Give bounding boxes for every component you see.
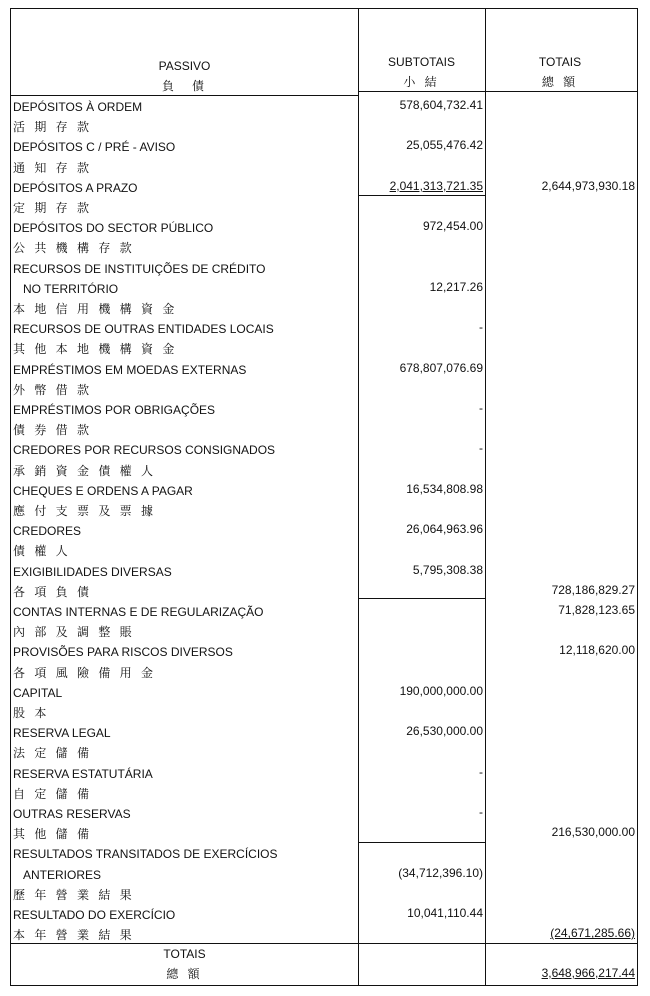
row-subtotal: 5,795,308.38 [412, 562, 483, 577]
row-label: 承 銷 資 金 債 權 人 [13, 463, 157, 478]
row-subtotal: 972,454.00 [422, 219, 483, 234]
row-subtotal: - [479, 401, 483, 415]
table-row [11, 521, 639, 541]
table-row [11, 582, 639, 602]
row-label: 外 幣 借 款 [13, 382, 93, 397]
row-label: EXIGIBILIDADES DIVERSAS [13, 564, 172, 579]
row-subtotal: 16,534,808.98 [406, 481, 483, 496]
row-label: 各 項 風 險 備 用 金 [13, 665, 157, 680]
table-row [11, 218, 639, 238]
table-row [11, 764, 639, 784]
table-row [11, 360, 639, 380]
header-totais-pt: TOTAIS [538, 55, 582, 69]
row-label: 活 期 存 款 [13, 120, 93, 135]
row-label: EMPRÉSTIMOS EM MOEDAS EXTERNAS [13, 362, 247, 377]
table-row [11, 683, 639, 703]
row-subtotal: 26,530,000.00 [406, 724, 483, 739]
row-subtotal: 25,055,476.42 [406, 138, 483, 153]
header-rule [358, 91, 485, 92]
table-row [11, 380, 639, 400]
table-row [11, 723, 639, 743]
table-row [11, 824, 639, 844]
table-row [11, 461, 639, 481]
row-subtotal: 2,041,313,721.35 [389, 178, 483, 193]
row-label: 內 部 及 調 整 賬 [13, 625, 135, 640]
row-label: CHEQUES E ORDENS A PAGAR [13, 483, 193, 498]
table-row [11, 622, 639, 642]
table-row [11, 238, 639, 258]
row-total: 71,828,123.65 [558, 603, 635, 617]
header-passivo-pt: PASSIVO [158, 59, 211, 73]
header-passivo [11, 58, 358, 94]
table-row [11, 178, 639, 198]
table-row [11, 663, 639, 683]
row-label: OUTRAS RESERVAS [13, 807, 131, 821]
table-row [11, 299, 639, 319]
row-total: 12,118,620.00 [559, 643, 635, 658]
table-row [11, 339, 639, 359]
row-total: 728,186,829.27 [551, 582, 635, 597]
grand-total: 3,648,966,217.44 [541, 966, 635, 980]
header-subtotais [358, 54, 485, 90]
table-row [11, 784, 639, 804]
liabilities-table [10, 8, 638, 986]
table-row [11, 885, 639, 905]
footer-totais-pt: TOTAIS [163, 947, 206, 961]
header-passivo-zh: 負 債 [161, 79, 207, 93]
row-label: PROVISÕES PARA RISCOS DIVERSOS [13, 645, 233, 660]
table-row [11, 804, 639, 824]
row-label: 債 券 借 款 [13, 423, 93, 438]
row-subtotal: - [479, 805, 483, 819]
row-label: RESULTADOS TRANSITADOS DE EXERCÍCIOS [13, 847, 278, 862]
row-label: 通 知 存 款 [13, 160, 93, 175]
row-label: 其 他 儲 備 [13, 827, 93, 842]
row-label: RECURSOS DE INSTITUIÇÕES DE CRÉDITO [13, 261, 266, 276]
table-row [11, 642, 639, 662]
row-label: 本 年 營 業 結 果 [13, 928, 135, 943]
table-row [11, 905, 639, 925]
table-row [11, 279, 639, 299]
row-label: DEPÓSITOS DO SECTOR PÚBLICO [13, 221, 214, 236]
row-label: RESERVA LEGAL [13, 726, 111, 741]
table-row [11, 562, 639, 582]
footer-totais-zh: 總 額 [166, 967, 203, 981]
table-row [11, 319, 639, 339]
row-label: DEPÓSITOS À ORDEM [13, 100, 143, 114]
table-row [11, 925, 639, 945]
row-label: 法 定 儲 備 [13, 746, 93, 761]
row-label: 歷 年 營 業 結 果 [13, 887, 135, 902]
row-label: CAPITAL [13, 685, 63, 700]
row-subtotal: 26,064,963.96 [406, 522, 483, 537]
row-label: DEPÓSITOS A PRAZO [13, 180, 138, 195]
row-label: DEPÓSITOS C / PRÉ - AVISO [13, 140, 176, 155]
table-row [11, 137, 639, 157]
row-label: RESULTADO DO EXERCÍCIO [13, 908, 176, 922]
row-label: RECURSOS DE OUTRAS ENTIDADES LOCAIS [13, 322, 274, 337]
table-row [11, 198, 639, 218]
table-row [11, 501, 639, 521]
row-label: CREDORES POR RECURSOS CONSIGNADOS [13, 443, 276, 458]
row-label: NO TERRITÓRIO [23, 281, 119, 296]
header-subtotais-pt: SUBTOTAIS [388, 55, 455, 69]
row-subtotal: 678,807,076.69 [399, 360, 483, 375]
table-row [11, 844, 639, 864]
row-label: 自 定 儲 備 [13, 786, 93, 801]
table-row [11, 97, 639, 117]
header-subtotais-zh: 小 結 [403, 75, 440, 89]
row-total: 216,530,000.00 [551, 825, 635, 840]
row-subtotal: 12,217.26 [429, 279, 483, 294]
table-row [11, 743, 639, 763]
row-label: 股 本 [13, 706, 50, 720]
header-rule [485, 91, 637, 92]
table-row [11, 400, 639, 420]
row-subtotal: (34,712,396.10) [398, 865, 483, 880]
header-rule [11, 95, 358, 96]
row-subtotal: 578,604,732.41 [399, 98, 483, 112]
row-subtotal: - [479, 441, 483, 456]
table-row [11, 158, 639, 178]
row-label: 其 他 本 地 機 構 資 金 [13, 342, 178, 357]
row-subtotal: - [479, 320, 483, 335]
row-label: CONTAS INTERNAS E DE REGULARIZAÇÃO [13, 605, 264, 619]
table-row [11, 420, 639, 440]
row-total: (24,671,285.66) [550, 926, 635, 941]
row-label: CREDORES [13, 524, 82, 539]
row-label: 債 權 人 [13, 544, 71, 559]
row-subtotal: 10,041,110.44 [407, 906, 483, 920]
table-row [11, 602, 639, 622]
row-label: 應 付 支 票 及 票 據 [13, 504, 157, 518]
row-label: ANTERIORES [23, 867, 102, 882]
row-label: 本 地 信 用 機 構 資 金 [13, 302, 178, 316]
table-row [11, 703, 639, 723]
row-subtotal: 190,000,000.00 [399, 683, 483, 698]
row-label: EMPRÉSTIMOS POR OBRIGAÇÕES [13, 403, 216, 417]
row-label: RESERVA ESTATUTÁRIA [13, 766, 153, 781]
table-row [11, 865, 639, 885]
row-label: 定 期 存 款 [13, 201, 93, 215]
row-total: 2,644,973,930.18 [541, 178, 635, 193]
table-row [11, 259, 639, 279]
table-row [11, 440, 639, 460]
header-totais-zh: 總 額 [541, 75, 579, 89]
row-label: 各 項 負 債 [13, 584, 93, 599]
header-totais [485, 54, 635, 90]
table-row [11, 481, 639, 501]
table-row [11, 541, 639, 561]
table-row [11, 117, 639, 137]
row-label: 公 共 機 構 存 款 [13, 241, 135, 256]
row-subtotal: - [479, 764, 483, 779]
